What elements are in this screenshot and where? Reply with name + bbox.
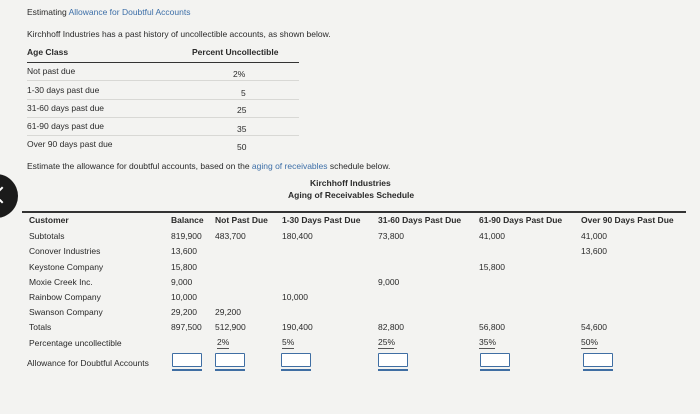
page-title: Estimating Allowance for Doubtful Accounts	[27, 7, 191, 17]
aging-cell: 819,900	[171, 231, 202, 241]
aging-cell: 41,000	[479, 231, 505, 241]
pct-underline	[217, 348, 229, 349]
aging-cell: 897,500	[171, 322, 202, 332]
allowance-underline	[583, 369, 613, 371]
aging-cell: 15,800	[171, 262, 197, 272]
aging-cell: 73,800	[378, 231, 404, 241]
allowance-underline	[172, 369, 202, 371]
aging-top-rule	[22, 211, 686, 213]
allowance-underline	[281, 369, 311, 371]
aging-customer-moxie: Moxie Creek Inc.	[29, 277, 93, 287]
allowance-input-61-90[interactable]	[480, 353, 510, 367]
aging-header-not-past-due: Not Past Due	[215, 215, 268, 225]
aging-cell: 483,700	[215, 231, 246, 241]
history-pct-3: 35	[237, 124, 247, 134]
aging-cell: 9,000	[378, 277, 400, 287]
aging-cell: 9,000	[171, 277, 193, 287]
allowance-underline	[215, 369, 245, 371]
aging-customer-totals: Totals	[29, 322, 52, 332]
aging-cell: 13,600	[171, 246, 197, 256]
allowance-link[interactable]: Allowance for Doubtful Accounts	[68, 7, 191, 17]
aging-cell: 512,900	[215, 322, 246, 332]
aging-header-1-30: 1-30 Days Past Due	[282, 215, 361, 225]
history-age-3: 61-90 days past due	[27, 121, 105, 131]
history-age-0: Not past due	[27, 66, 76, 76]
aging-header-over-90: Over 90 Days Past Due	[581, 215, 674, 225]
aging-cell: 10,000	[171, 292, 197, 302]
back-arrow-icon[interactable]	[0, 174, 18, 218]
aging-customer-rainbow: Rainbow Company	[29, 292, 101, 302]
history-row-divider	[27, 80, 299, 81]
history-header-rule	[27, 62, 299, 63]
history-row-divider	[27, 135, 299, 136]
aging-cell: 56,800	[479, 322, 505, 332]
schedule-company: Kirchhoff Industries	[310, 178, 391, 188]
aging-header-balance: Balance	[171, 215, 204, 225]
aging-cell: 41,000	[581, 231, 607, 241]
allowance-label: Allowance for Doubtful Accounts	[27, 358, 149, 368]
pct-underline	[378, 348, 394, 349]
aging-of-receivables-link[interactable]: aging of receivables	[251, 161, 328, 171]
history-pct-2: 25	[237, 105, 247, 115]
history-pct-1: 5	[241, 88, 246, 98]
allowance-underline	[480, 369, 510, 371]
aging-cell: 10,000	[282, 292, 308, 302]
allowance-input-31-60[interactable]	[378, 353, 408, 367]
aging-header-31-60: 31-60 Days Past Due	[378, 215, 462, 225]
history-pct-4: 50	[237, 142, 247, 152]
history-pct-0: 2%	[233, 69, 246, 79]
aging-header-customer: Customer	[29, 215, 69, 225]
pct-61-90: 35%	[479, 337, 497, 347]
aging-cell: 54,600	[581, 322, 607, 332]
history-row-divider	[27, 117, 299, 118]
pct-uncollectible-label: Percentage uncollectible	[29, 338, 122, 348]
aging-customer-subtotals: Subtotals	[29, 231, 65, 241]
allowance-underline	[378, 369, 408, 371]
history-row-divider	[27, 99, 299, 100]
history-age-4: Over 90 days past due	[27, 139, 113, 149]
intro-text: Kirchhoff Industries has a past history of uncollectible accounts, as shown below.	[27, 29, 331, 39]
pct-over-90: 50%	[581, 337, 599, 347]
aging-cell: 29,200	[215, 307, 241, 317]
instruction-text: Estimate the allowance for doubtful accounts, based on the aging of receivables schedule below.	[27, 161, 391, 171]
allowance-input-not-past-due[interactable]	[215, 353, 245, 367]
pct-1-30: 5%	[282, 337, 295, 347]
allowance-input-1-30[interactable]	[281, 353, 311, 367]
aging-customer-keystone: Keystone Company	[29, 262, 104, 272]
pct-underline	[581, 348, 597, 349]
allowance-input-balance[interactable]	[172, 353, 202, 367]
pct-underline	[282, 348, 294, 349]
aging-cell: 180,400	[282, 231, 313, 241]
pct-not-past-due: 2%	[217, 337, 230, 347]
pct-underline	[479, 348, 495, 349]
history-age-2: 31-60 days past due	[27, 103, 105, 113]
history-age-1: 1-30 days past due	[27, 85, 100, 95]
aging-header-61-90: 61-90 Days Past Due	[479, 215, 563, 225]
aging-cell: 82,800	[378, 322, 404, 332]
pct-31-60: 25%	[378, 337, 396, 347]
aging-cell: 13,600	[581, 246, 607, 256]
history-header-age: Age Class	[27, 47, 69, 57]
aging-cell: 15,800	[479, 262, 505, 272]
history-header-pct: Percent Uncollectible	[192, 47, 279, 57]
aging-cell: 29,200	[171, 307, 197, 317]
aging-customer-conover: Conover Industries	[29, 246, 101, 256]
aging-customer-swanson: Swanson Company	[29, 307, 103, 317]
schedule-title: Aging of Receivables Schedule	[288, 190, 415, 200]
aging-cell: 190,400	[282, 322, 313, 332]
allowance-input-over-90[interactable]	[583, 353, 613, 367]
